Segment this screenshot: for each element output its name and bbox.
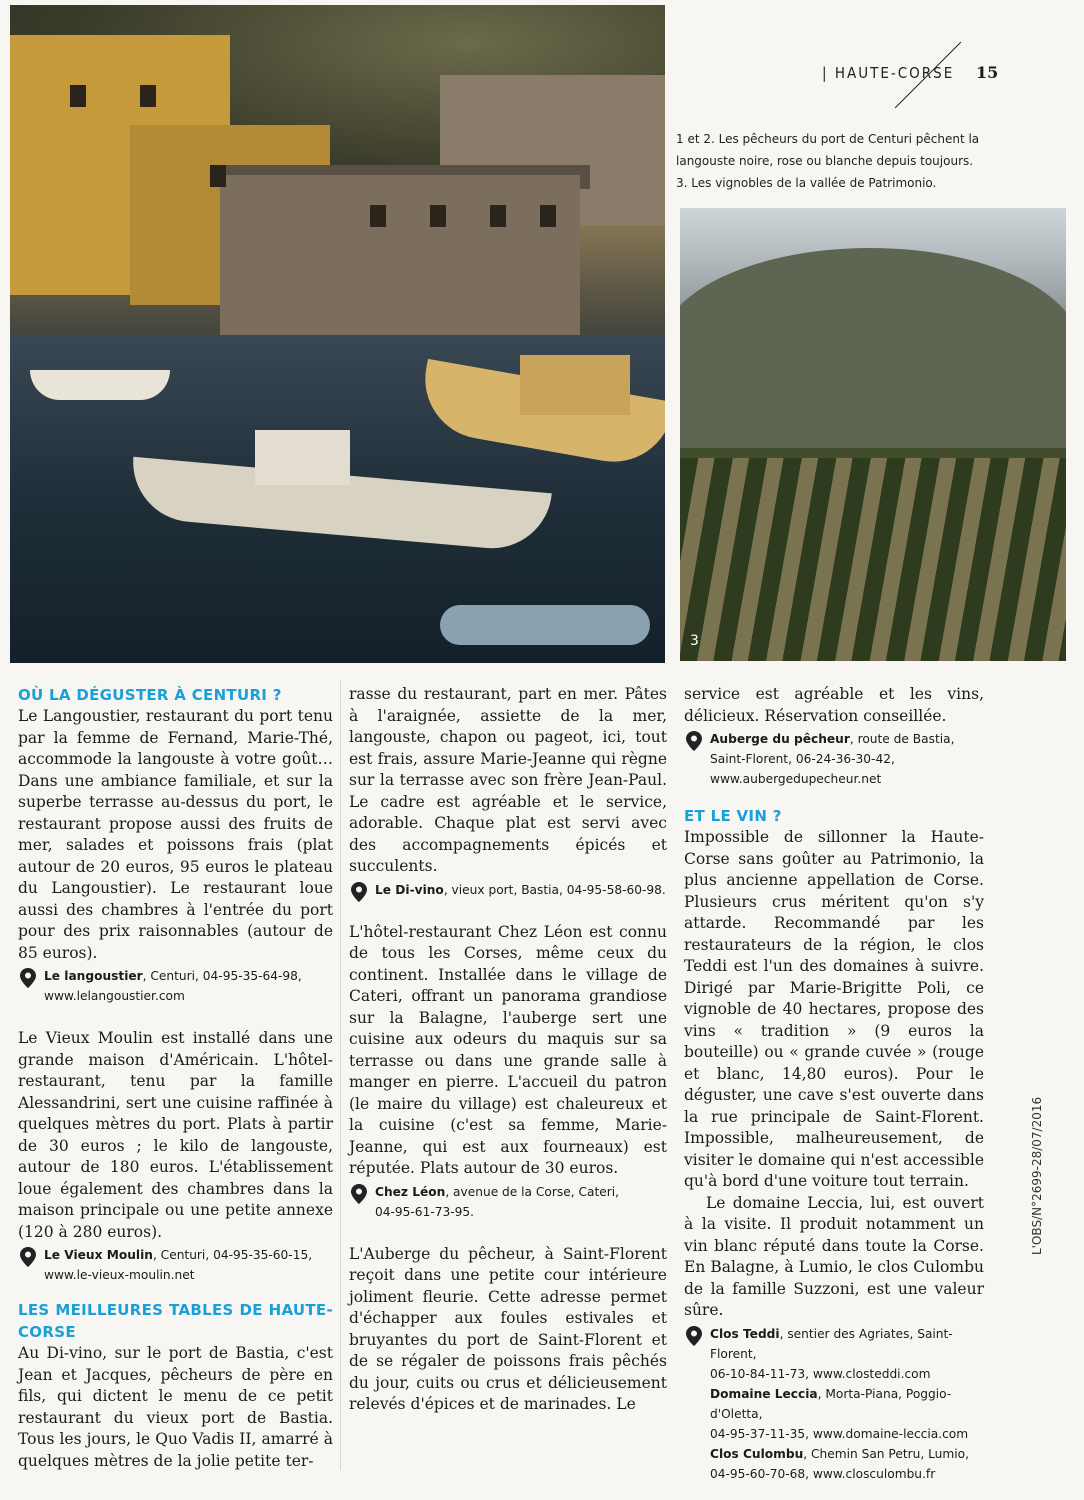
address-details: Saint-Florent, 06-24-36-30-42, <box>710 752 895 766</box>
address-website[interactable]: www.aubergedupecheur.net <box>710 772 882 786</box>
address-website[interactable]: www.lelangoustier.com <box>44 989 185 1003</box>
column-divider <box>340 680 341 1470</box>
address-name: Domaine Leccia <box>710 1386 818 1401</box>
address-block <box>349 1182 667 1222</box>
address-details: , Morta-Piana, Poggio-d'Oletta, <box>710 1386 952 1421</box>
section-heading: LES MEILLEURES TABLES DE HAUTE-CORSE <box>18 1301 333 1341</box>
section-title: | HAUTE-CORSE <box>822 64 955 82</box>
paragraph: Impossible de sillonner la Haute-Corse sans goûter au Patrimonio, la plus ancienne appellation de Corse. Plusieurs crus méritent qu'on s'y attarde. Recommandé par les restaurateurs de la région, le clos Teddi est l'un des domaines à suivre. Dirigé par Marie-Brigitte Poli, ce vignoble de 40 hectares, propose des vins « tradition » (9 euros la bouteille) ou « grande cuvée » (rouge et blanc, 14,80 euros). Pour le déguster, une cave s'est ouverte dans la rue principale de Saint-Florent. Impossible, malheureusement, de visiter le domaine qui n'est accessible qu'à bord d'une voiture tout terrain. <box>684 828 984 1190</box>
paragraph: rasse du restaurant, part en mer. Pâtes à l'araignée, assiette de la mer, langouste, chapon ou pageot, ici, tout est frais, assure Marie-Jeanne qui règne sur la terrasse avec son frère Jean-Paul. Le cadre est agréable et le service, adorable. Chaque plat est servi avec des accompagnements épicés et succulents. <box>349 685 667 875</box>
map-pin-icon <box>686 1326 702 1346</box>
paragraph: Le Langoustier, restaurant du port tenu par la femme de Fernand, Marie-Thé, accommode la langouste à votre goût… Dans une ambiance familiale, et sur la superbe terrasse au-dessus du port, le restaurant propose aussi des fruits de mer, salades et poissons frais (plat autour de 20 euros, 95 euros le plateau du Langoustier). Le restaurant loue aussi des chambres à l'entrée du port pour des prix raisonnables (autour de 85 euros). <box>18 707 333 962</box>
slash-decoration <box>893 40 963 110</box>
column-3 <box>684 684 984 1484</box>
address-block <box>684 1324 984 1484</box>
address-name: Auberge du pêcheur <box>710 732 850 746</box>
address-details: , Chemin San Petru, Lumio, <box>803 1446 969 1461</box>
paragraph: Le domaine Leccia, lui, est ouvert à la visite. Il produit notamment un vin blanc réputé dans toute la Corse. En Balagne, à Lumio, le clos Culombu de la famille Suzzoni, est une valeur sûre. <box>684 1193 984 1319</box>
address-details: 06-10-84-11-73, www.closteddi.com <box>710 1366 931 1381</box>
address-details: , sentier des Agriates, Saint-Florent, <box>710 1326 953 1361</box>
page-number: 15 <box>976 63 999 82</box>
caption-line: 1 et 2. Les pêcheurs du port de Centuri pêchent la <box>676 131 980 146</box>
column-2 <box>349 684 667 1416</box>
map-pin-icon <box>351 1184 367 1204</box>
paragraph: L'Auberge du pêcheur, à Saint-Florent reçoit dans une petite cour intérieure joliment fleurie. Cette adresse permet d'échapper aux foules estivales et bruyantes du port de Saint-Florent et de se régaler de poissons frais pêchés du jour, cuits ou crus et délicieusement relevés d'épices et de marinades. Le <box>349 1244 667 1413</box>
photo-number: 3 <box>690 633 699 649</box>
address-details: , Centuri, 04-95-35-64-98, <box>142 969 302 983</box>
address-block <box>349 880 667 900</box>
photo-caption <box>676 128 1050 194</box>
address-block <box>18 966 333 1006</box>
address-details: , route de Bastia, <box>849 732 955 746</box>
address-name: Clos Culombu <box>710 1446 804 1461</box>
map-pin-icon <box>20 1247 36 1267</box>
column-1 <box>18 684 333 1472</box>
map-pin-icon <box>351 882 367 902</box>
address-name: Clos Teddi <box>710 1326 780 1341</box>
paragraph: L'hôtel-restaurant Chez Léon est connu de tous les Corses, même ceux du continent. Installée dans le village de Cateri, offrant un panorama grandiose sur la Balagne, l'auberge sert une cuisine aux odeurs du maquis sur sa terrasse ou dans une grande salle à manger en pierre. L'accueil du patron (le maire du village) est chaleureux et la cuisine (c'est sa femme, Marie-Jeanne, qui est aux fourneaux) est réputée. Plats autour de 30 euros. <box>349 922 667 1177</box>
address-details: 04-95-60-70-68, www.closculombu.fr <box>710 1466 936 1481</box>
address-details: , Centuri, 04-95-35-60-15, <box>152 1248 313 1262</box>
vineyard-photo <box>680 208 1066 661</box>
map-pin-icon <box>686 731 702 751</box>
address-website[interactable]: www.le-vieux-moulin.net <box>44 1268 195 1282</box>
caption-line: 3. Les vignobles de la vallée de Patrimonio. <box>676 175 937 190</box>
address-phone: 04-95-61-73-95. <box>375 1204 475 1219</box>
paragraph: service est agréable et les vins, délicieux. Réservation conseillée. <box>684 685 984 725</box>
address-block <box>684 729 984 789</box>
issue-footer: L'OBS/N°2699-28/07/2016 <box>1030 1096 1044 1255</box>
harbor-photo <box>10 5 665 663</box>
address-name: Le Vieux Moulin <box>44 1248 153 1262</box>
section-heading: ET LE VIN ? <box>684 807 782 825</box>
paragraph: Le Vieux Moulin est installé dans une grande maison d'Américain. L'hôtel-restaurant, tenu par la famille Alessandrini, sert une cuisine raffinée à quelques mètres du port. Plats à partir de 30 euros ; le kilo de langouste, autour de 180 euros. L'établissement loue également des chambres dans la maison principale ou une petite annexe (120 à 280 euros). <box>18 1029 333 1241</box>
map-pin-icon <box>20 968 36 988</box>
address-name: Chez Léon <box>375 1184 446 1199</box>
paragraph: Au Di-vino, sur le port de Bastia, c'est Jean et Jacques, pêcheurs de père en fils, qui dictent le menu de ce petit restaurant du vieux port de Bastia. Tous les jours, le Quo Vadis II, amarré à quelques mètres de la jolie petite ter- <box>18 1344 333 1470</box>
address-name: Le langoustier <box>44 969 143 983</box>
section-heading: OÙ LA DÉGUSTER À CENTURI ? <box>18 686 282 704</box>
address-details: , vieux port, Bastia, 04-95-58-60-98. <box>443 882 666 897</box>
address-block <box>18 1245 333 1285</box>
caption-line: langouste noire, rose ou blanche depuis toujours. <box>676 153 974 168</box>
address-name: Le Di-vino <box>375 882 444 897</box>
address-details: , avenue de la Corse, Cateri, <box>445 1184 619 1199</box>
address-details: 04-95-37-11-35, www.domaine-leccia.com <box>710 1426 969 1441</box>
